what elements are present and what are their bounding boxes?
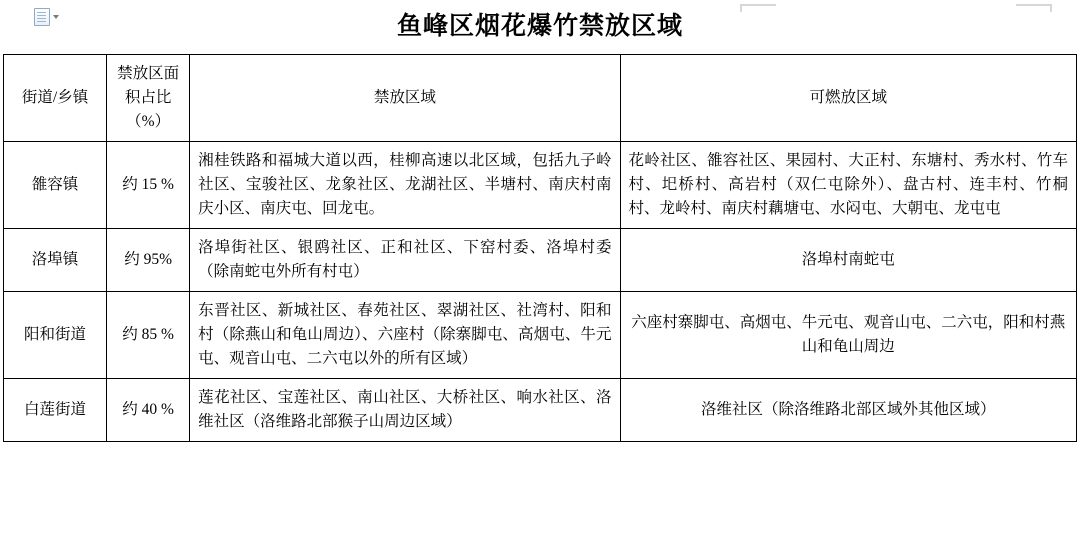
cell-banned: 洛埠街社区、银鸥社区、正和社区、下窑村委、洛埠村委（除南蛇屯外所有村屯）	[190, 229, 620, 292]
table-row	[4, 229, 1077, 292]
cell-area: 白莲街道	[4, 379, 107, 442]
cell-banned: 莲花社区、宝莲社区、南山社区、大桥社区、响水社区、洛维社区（洛维路北部猴子山周边区域）	[190, 379, 620, 442]
cell-banned: 东晋社区、新城社区、春苑社区、翠湖社区、社湾村、阳和村（除燕山和龟山周边）、六座村（除寨脚屯、高烟屯、牛元屯、观音山屯、二六屯以外的所有区域）	[190, 292, 620, 379]
cell-allowed: 花岭社区、雒容社区、果园村、大正村、东塘村、秀水村、竹车村、圯桥村、高岩村（双仁屯除外）、盘古村、连丰村、竹桐村、龙岭村、南庆村藕塘屯、水闷屯、大朝屯、龙屯屯	[620, 142, 1076, 229]
column-header-ratio: 禁放区面积占比（%）	[107, 55, 190, 142]
banned-area-table	[3, 54, 1077, 442]
cell-area: 洛埠镇	[4, 229, 107, 292]
cell-allowed: 洛维社区（除洛维路北部区域外其他区域）	[620, 379, 1076, 442]
cell-ratio: 约 40 %	[107, 379, 190, 442]
cell-allowed: 洛埠村南蛇屯	[620, 229, 1076, 292]
cell-ratio: 约 85 %	[107, 292, 190, 379]
document-glyph-icon	[34, 8, 50, 26]
cell-area: 雒容镇	[4, 142, 107, 229]
cell-banned: 湘桂铁路和福城大道以西，桂柳高速以北区域，包括九子岭社区、宝骏社区、龙象社区、龙湖社区、半塘村、南庆村南庆小区、南庆屯、回龙屯。	[190, 142, 620, 229]
column-header-street: 街道/乡镇	[4, 55, 107, 142]
cell-ratio: 约 95%	[107, 229, 190, 292]
table-row	[4, 142, 1077, 229]
document-icon[interactable]	[34, 8, 60, 26]
cell-area: 阳和街道	[4, 292, 107, 379]
column-header-banned: 禁放区域	[190, 55, 620, 142]
page-title: 鱼峰区烟花爆竹禁放区域	[396, 13, 683, 40]
column-header-allowed: 可燃放区域	[620, 55, 1076, 142]
table-row	[4, 292, 1077, 379]
crop-mark-right	[1016, 4, 1052, 12]
table-header-row	[4, 55, 1077, 142]
cell-ratio: 约 15 %	[107, 142, 190, 229]
cell-allowed: 六座村寨脚屯、高烟屯、牛元屯、观音山屯、二六屯，阳和村燕山和龟山周边	[620, 292, 1076, 379]
chevron-down-icon[interactable]	[53, 15, 59, 19]
table-row	[4, 379, 1077, 442]
crop-mark-left	[740, 4, 776, 12]
